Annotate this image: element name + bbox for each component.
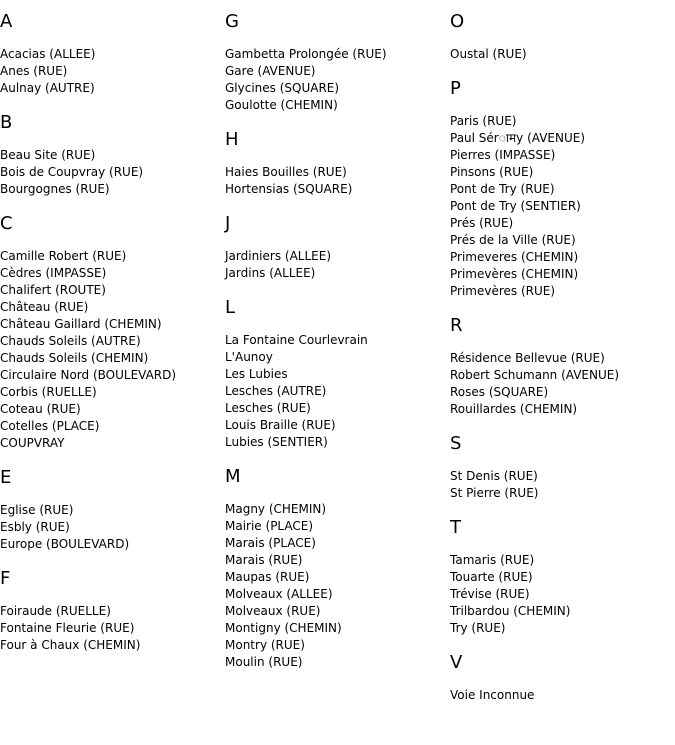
street-link[interactable]: Try (RUE) [450, 621, 506, 635]
street-link[interactable]: Jardins (ALLEE) [225, 266, 316, 280]
street-list-item [225, 569, 447, 586]
street-list-item [0, 265, 222, 282]
letter-section [450, 315, 672, 418]
street-link[interactable]: Aulnay (AUTRE) [0, 81, 95, 95]
street-link[interactable]: Eglise (RUE) [0, 503, 74, 517]
street-list-item [0, 299, 222, 316]
street-list-item [0, 620, 222, 637]
street-list-item [0, 316, 222, 333]
street-link[interactable]: Anes (RUE) [0, 64, 68, 78]
letter-section [450, 652, 672, 704]
street-link[interactable]: Château (RUE) [0, 300, 89, 314]
street-list-item [450, 620, 672, 637]
letter-heading: M [225, 466, 241, 487]
letter-heading: E [0, 467, 12, 488]
street-link[interactable]: Marais (PLACE) [225, 536, 316, 550]
letter-heading: L [225, 297, 236, 318]
letter-section [225, 129, 447, 198]
street-list-item [450, 113, 672, 130]
street-link[interactable]: Pont de Try (RUE) [450, 182, 555, 196]
street-list-item [450, 603, 672, 620]
street-list-item [225, 637, 447, 654]
street-list-item [450, 552, 672, 569]
street-link[interactable]: Marais (RUE) [225, 553, 303, 567]
street-link[interactable]: Voie Inconnue [450, 688, 535, 702]
street-list [0, 147, 222, 198]
street-link[interactable]: Pinsons (RUE) [450, 165, 534, 179]
street-list [0, 502, 222, 553]
index-column-2 [225, 11, 447, 686]
street-link[interactable]: Paul Sérामy (AVENUE) [450, 131, 586, 145]
street-list-item [225, 518, 447, 535]
street-link[interactable]: Montry (RUE) [225, 638, 305, 652]
letter-heading: R [450, 315, 463, 336]
street-link[interactable]: Moulin (RUE) [225, 655, 303, 669]
street-link[interactable]: Corbis (RUELLE) [0, 385, 97, 399]
street-list-item [450, 468, 672, 485]
street-list-item [450, 350, 672, 367]
street-link[interactable]: Trévise (RUE) [450, 587, 530, 601]
street-link[interactable]: Résidence Bellevue (RUE) [450, 351, 605, 365]
letter-section [0, 467, 222, 553]
letter-heading: F [0, 568, 11, 589]
letter-heading: J [225, 213, 231, 234]
street-list-item [225, 535, 447, 552]
street-list-item [225, 501, 447, 518]
street-list-item [450, 249, 672, 266]
letter-section [0, 568, 222, 654]
street-list-item [0, 367, 222, 384]
street-list [225, 46, 447, 114]
street-link[interactable]: Château Gaillard (CHEMIN) [0, 317, 162, 331]
letter-heading: T [450, 517, 461, 538]
street-list-item [0, 181, 222, 198]
street-list-item [0, 502, 222, 519]
letter-section [225, 466, 447, 671]
street-list-item [225, 417, 447, 434]
street-list-item [450, 367, 672, 384]
street-list-item [225, 434, 447, 451]
street-list-item [0, 536, 222, 553]
street-list-item [0, 401, 222, 418]
street-link[interactable]: Oustal (RUE) [450, 47, 527, 61]
street-list [450, 46, 672, 63]
street-list-item [225, 97, 447, 114]
street-list-item [225, 383, 447, 400]
street-link[interactable]: Gare (AVENUE) [225, 64, 316, 78]
letter-heading: A [0, 11, 13, 32]
street-list-item [0, 384, 222, 401]
street-link[interactable]: Four à Chaux (CHEMIN) [0, 638, 141, 652]
letter-section [0, 213, 222, 452]
street-list-item [225, 265, 447, 282]
street-link[interactable]: St Denis (RUE) [450, 469, 538, 483]
street-link[interactable]: Chauds Soleils (AUTRE) [0, 334, 141, 348]
street-link[interactable]: Prés (RUE) [450, 216, 514, 230]
street-link[interactable]: Cèdres (IMPASSE) [0, 266, 107, 280]
street-list-item [0, 350, 222, 367]
street-link[interactable]: Haies Bouilles (RUE) [225, 165, 347, 179]
letter-section [450, 11, 672, 63]
street-list [450, 552, 672, 637]
letter-heading: G [225, 11, 239, 32]
street-link[interactable]: Trilbardou (CHEMIN) [450, 604, 571, 618]
street-list-item [0, 164, 222, 181]
street-link[interactable]: Beau Site (RUE) [0, 148, 96, 162]
street-link[interactable]: Fontaine Fleurie (RUE) [0, 621, 135, 635]
street-list-item [450, 401, 672, 418]
letter-heading: P [450, 78, 461, 99]
street-link[interactable]: Primeveres (CHEMIN) [450, 250, 579, 264]
street-link[interactable]: Lesches (AUTRE) [225, 384, 327, 398]
street-list-item [450, 147, 672, 164]
street-list-item [225, 654, 447, 671]
letter-heading: B [0, 112, 13, 133]
street-link[interactable]: Magny (CHEMIN) [225, 502, 327, 516]
street-link[interactable]: Lubies (SENTIER) [225, 435, 328, 449]
letter-section [225, 297, 447, 451]
street-list-item [225, 181, 447, 198]
street-list-item [225, 620, 447, 637]
street-list [450, 350, 672, 418]
street-link[interactable]: Esbly (RUE) [0, 520, 70, 534]
street-list [0, 248, 222, 452]
street-link[interactable]: Bois de Coupvray (RUE) [0, 165, 144, 179]
street-list-item [225, 603, 447, 620]
street-link[interactable]: Acacias (ALLEE) [0, 47, 96, 61]
street-link[interactable]: Les Lubies [225, 367, 288, 381]
street-link[interactable]: Goulotte (CHEMIN) [225, 98, 338, 112]
street-link[interactable]: Primevères (CHEMIN) [450, 267, 579, 281]
index-column-1 [0, 11, 222, 669]
street-list-item [0, 147, 222, 164]
street-link[interactable]: Robert Schumann (AVENUE) [450, 368, 620, 382]
street-link[interactable]: Primevères (RUE) [450, 284, 556, 298]
letter-heading: H [225, 129, 239, 150]
street-list [450, 113, 672, 300]
street-list-item [0, 637, 222, 654]
street-list-item [0, 282, 222, 299]
street-link[interactable]: Paris (RUE) [450, 114, 517, 128]
street-list-item [225, 586, 447, 603]
street-list-item [225, 80, 447, 97]
street-list [0, 603, 222, 654]
street-link[interactable]: Glycines (SQUARE) [225, 81, 340, 95]
letter-heading: C [0, 213, 13, 234]
street-list-item [225, 63, 447, 80]
street-link[interactable]: Pierres (IMPASSE) [450, 148, 556, 162]
street-link[interactable]: Molveaux (RUE) [225, 604, 321, 618]
street-link[interactable]: Coteau (RUE) [0, 402, 81, 416]
letter-heading: O [450, 11, 465, 32]
street-list-item [225, 349, 447, 366]
letter-section [450, 78, 672, 300]
letter-section [0, 11, 222, 97]
street-link[interactable]: Prés de la Ville (RUE) [450, 233, 576, 247]
street-list-item [450, 130, 672, 147]
street-list-item [450, 181, 672, 198]
letter-heading: S [450, 433, 462, 454]
street-list-item [450, 586, 672, 603]
street-list-item [225, 46, 447, 63]
street-link[interactable]: Mairie (PLACE) [225, 519, 314, 533]
letter-section [450, 433, 672, 502]
street-link[interactable]: La Fontaine Courlevrain [225, 333, 368, 347]
street-list [225, 332, 447, 451]
street-link[interactable]: Louis Braille (RUE) [225, 418, 336, 432]
letter-heading: V [450, 652, 463, 673]
street-link[interactable]: Chalifert (ROUTE) [0, 283, 106, 297]
street-link[interactable]: Foiraude (RUELLE) [0, 604, 111, 618]
street-list-item [225, 400, 447, 417]
street-list-item [450, 687, 672, 704]
street-list-item [0, 418, 222, 435]
street-list-item [450, 266, 672, 283]
letter-section [450, 517, 672, 637]
street-list-item [450, 569, 672, 586]
street-link[interactable]: Montigny (CHEMIN) [225, 621, 342, 635]
street-link[interactable]: Tamaris (RUE) [450, 553, 535, 567]
street-link[interactable]: Chauds Soleils (CHEMIN) [0, 351, 149, 365]
letter-section [225, 213, 447, 282]
street-list-item [0, 435, 222, 452]
street-list-item [450, 232, 672, 249]
street-list-item [225, 332, 447, 349]
street-link[interactable]: St Pierre (RUE) [450, 486, 539, 500]
street-list-item [0, 333, 222, 350]
street-list-item [450, 283, 672, 300]
street-list-item [450, 485, 672, 502]
street-list [225, 248, 447, 282]
letter-section [225, 11, 447, 114]
street-list [450, 687, 672, 704]
street-link[interactable]: Bourgognes (RUE) [0, 182, 110, 196]
street-list-item [225, 248, 447, 265]
letter-section [0, 112, 222, 198]
street-link[interactable]: Pont de Try (SENTIER) [450, 199, 581, 213]
street-list [225, 501, 447, 671]
street-list [450, 468, 672, 502]
street-link[interactable]: Rouillardes (CHEMIN) [450, 402, 578, 416]
street-list-item [450, 215, 672, 232]
street-list-item [0, 248, 222, 265]
street-link[interactable]: Lesches (RUE) [225, 401, 311, 415]
street-list-item [225, 552, 447, 569]
street-link[interactable]: L'Aunoy [225, 350, 273, 364]
street-list-item [0, 603, 222, 620]
street-link[interactable]: Touarte (RUE) [450, 570, 533, 584]
street-list-item [225, 164, 447, 181]
street-link[interactable]: Camille Robert (RUE) [0, 249, 127, 263]
street-link[interactable]: Gambetta Prolongée (RUE) [225, 47, 387, 61]
street-list-item [450, 384, 672, 401]
street-link[interactable]: Hortensias (SQUARE) [225, 182, 353, 196]
street-list-item [450, 164, 672, 181]
street-link[interactable]: Cotelles (PLACE) [0, 419, 100, 433]
street-list-item [450, 46, 672, 63]
street-link[interactable]: Roses (SQUARE) [450, 385, 549, 399]
index-column-3 [450, 11, 672, 719]
street-list [225, 164, 447, 198]
street-link[interactable]: Maupas (RUE) [225, 570, 310, 584]
street-list [0, 46, 222, 97]
street-list-item [225, 366, 447, 383]
street-link[interactable]: Circulaire Nord (BOULEVARD) [0, 368, 177, 382]
street-list-item [0, 63, 222, 80]
street-list-item [450, 198, 672, 215]
street-link[interactable]: Jardiniers (ALLEE) [225, 249, 331, 263]
street-link[interactable]: Europe (BOULEVARD) [0, 537, 130, 551]
street-list-item [0, 46, 222, 63]
street-list-item [0, 519, 222, 536]
street-list-item [0, 80, 222, 97]
street-link[interactable]: COUPVRAY [0, 436, 65, 450]
street-link[interactable]: Molveaux (ALLEE) [225, 587, 333, 601]
